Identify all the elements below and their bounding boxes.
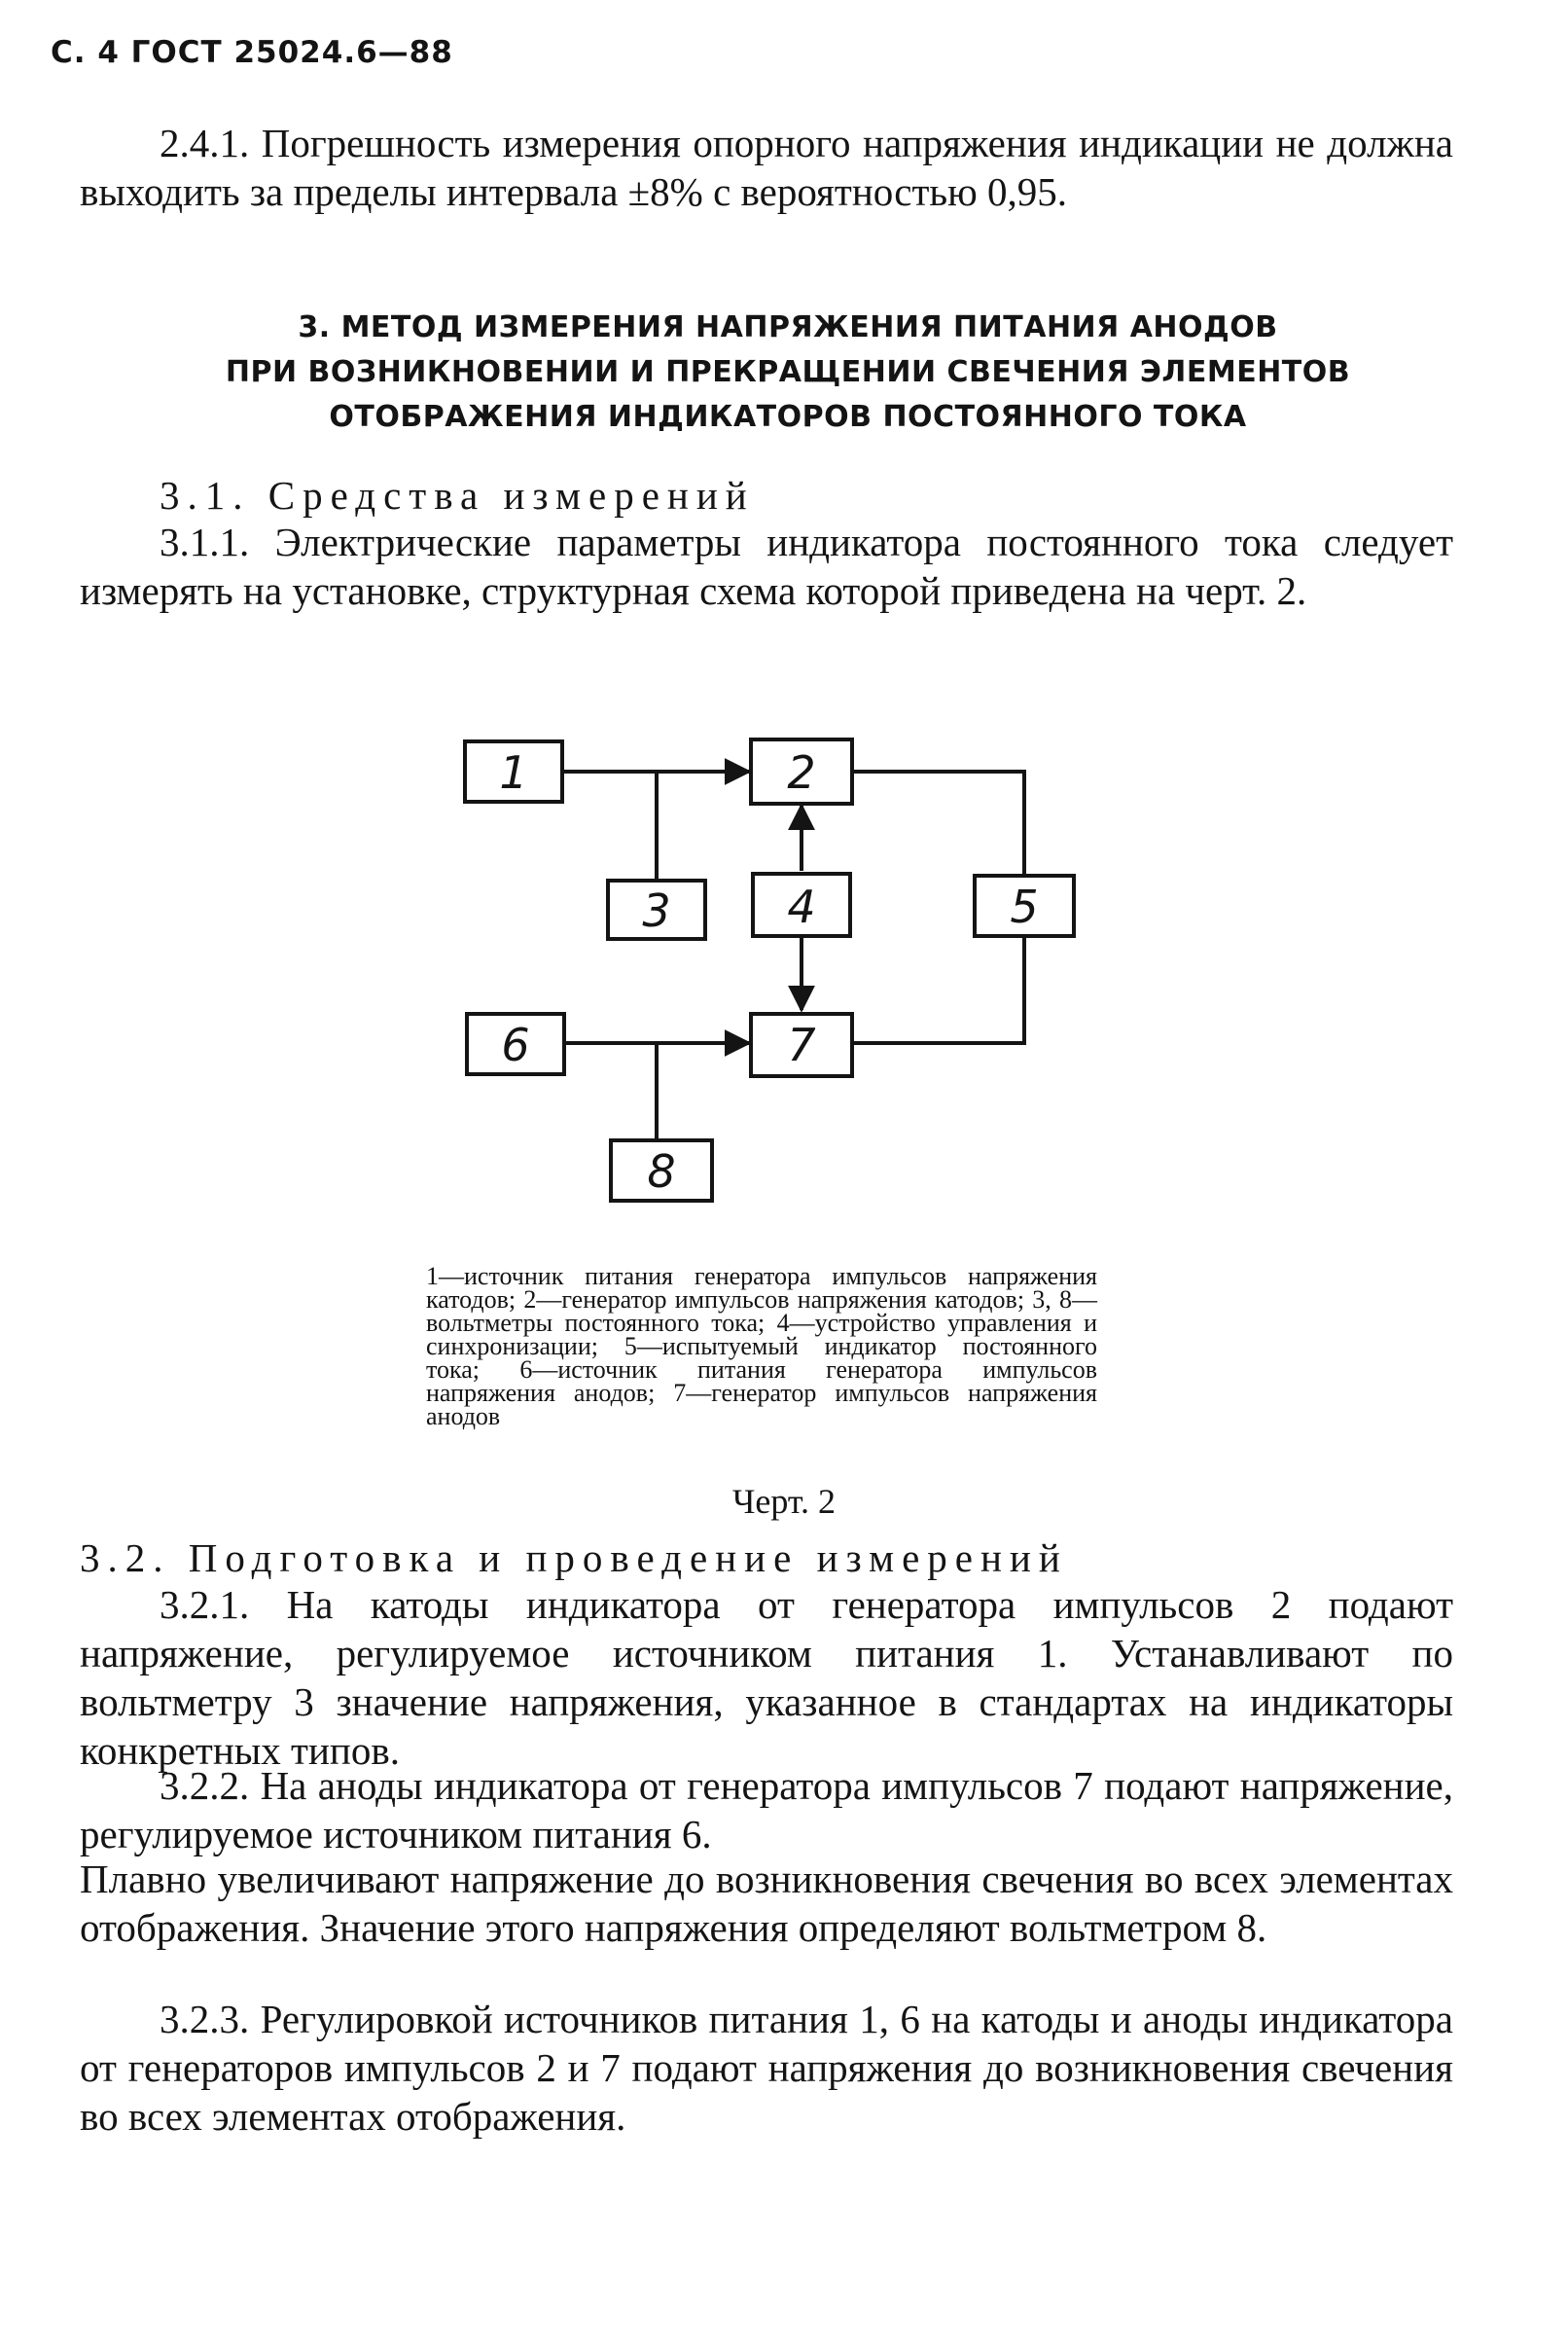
block-8 <box>611 1140 712 1201</box>
figure-label: Черт. 2 <box>732 1482 836 1521</box>
wire-2-to-5 <box>852 772 1024 876</box>
block-4 <box>753 874 850 936</box>
svg-text:6: 6 <box>501 1019 530 1071</box>
svg-text:7: 7 <box>787 1019 816 1071</box>
block-3 <box>608 881 705 939</box>
paragraph-3-2-2: 3.2.2. На аноды индикатора от генератора импульсов 7 подают напряжение, регулируемое источником питания 6. <box>80 1763 1453 1856</box>
svg-text:2: 2 <box>787 746 816 799</box>
block-1 <box>465 741 562 802</box>
figure-legend: 1—источник питания генератора импульсов напряжения катодов; 2—генератор импульсов напряжения катодов; 3, 8—вольтметры постоянного тока; 4—устройство управления и синхронизации; 5—испытуемый индикатор постоянного тока; 6—источник питания генератора импульсов напряжения анодов; 7—генератор импульсов напряжения анодов <box>426 1262 1097 1430</box>
svg-text:1: 1 <box>499 746 528 799</box>
subheading-3-2: 3.2. Подготовка и проведение измерений <box>80 1535 1068 1580</box>
block-6 <box>467 1014 564 1074</box>
section-3-heading-line-3: ОТОБРАЖЕНИЯ ИНДИКАТОРОВ ПОСТОЯННОГО ТОКА <box>329 400 1247 434</box>
block-5 <box>975 876 1074 936</box>
svg-text:3: 3 <box>642 884 671 937</box>
svg-text:4: 4 <box>787 881 816 933</box>
section-3-heading-line-1: 3. МЕТОД ИЗМЕРЕНИЯ НАПРЯЖЕНИЯ ПИТАНИЯ АНОДОВ <box>298 310 1278 344</box>
block-7 <box>751 1014 852 1076</box>
page-header: С. 4 ГОСТ 25024.6—88 <box>51 35 453 70</box>
svg-text:5: 5 <box>1010 881 1039 933</box>
paragraph-plavno: Плавно увеличивают напряжение до возникновения свечения во всех элементах отображения. Значение этого напряжения определяют вольтметром 8. <box>80 1856 1453 1950</box>
wire-5-to-7 <box>852 936 1024 1043</box>
svg-text:8: 8 <box>647 1145 676 1198</box>
section-3-heading-line-2: ПРИ ВОЗНИКНОВЕНИИ И ПРЕКРАЩЕНИИ СВЕЧЕНИЯ ЭЛЕМЕНТОВ <box>225 355 1351 389</box>
subheading-3-1: 3.1. Средства измерений <box>160 473 755 518</box>
paragraph-3-2-1: 3.2.1. На катоды индикатора от генератора импульсов 2 подают напряжение, регулируемое источником питания 1. Устанавливают по вольтметру 3 значение напряжения, указанное в стандартах на индикаторы конкретных типов. <box>80 1582 1453 1773</box>
block-2 <box>751 739 852 804</box>
paragraph-3-2-3: 3.2.3. Регулировкой источников питания 1, 6 на катоды и аноды индикатора от генераторов импульсов 2 и 7 подают напряжения до возникновения свечения во всех элементах отображения. <box>80 1997 1453 2139</box>
paragraph-2-4-1: 2.4.1. Погрешность измерения опорного напряжения индикации не должна выходить за пределы интервала ±8% с вероятностью 0,95. <box>80 121 1453 214</box>
paragraph-3-1-1: 3.1.1. Электрические параметры индикатора постоянного тока следует измерять на установке, структурная схема которой приведена на черт. 2. <box>80 520 1453 613</box>
